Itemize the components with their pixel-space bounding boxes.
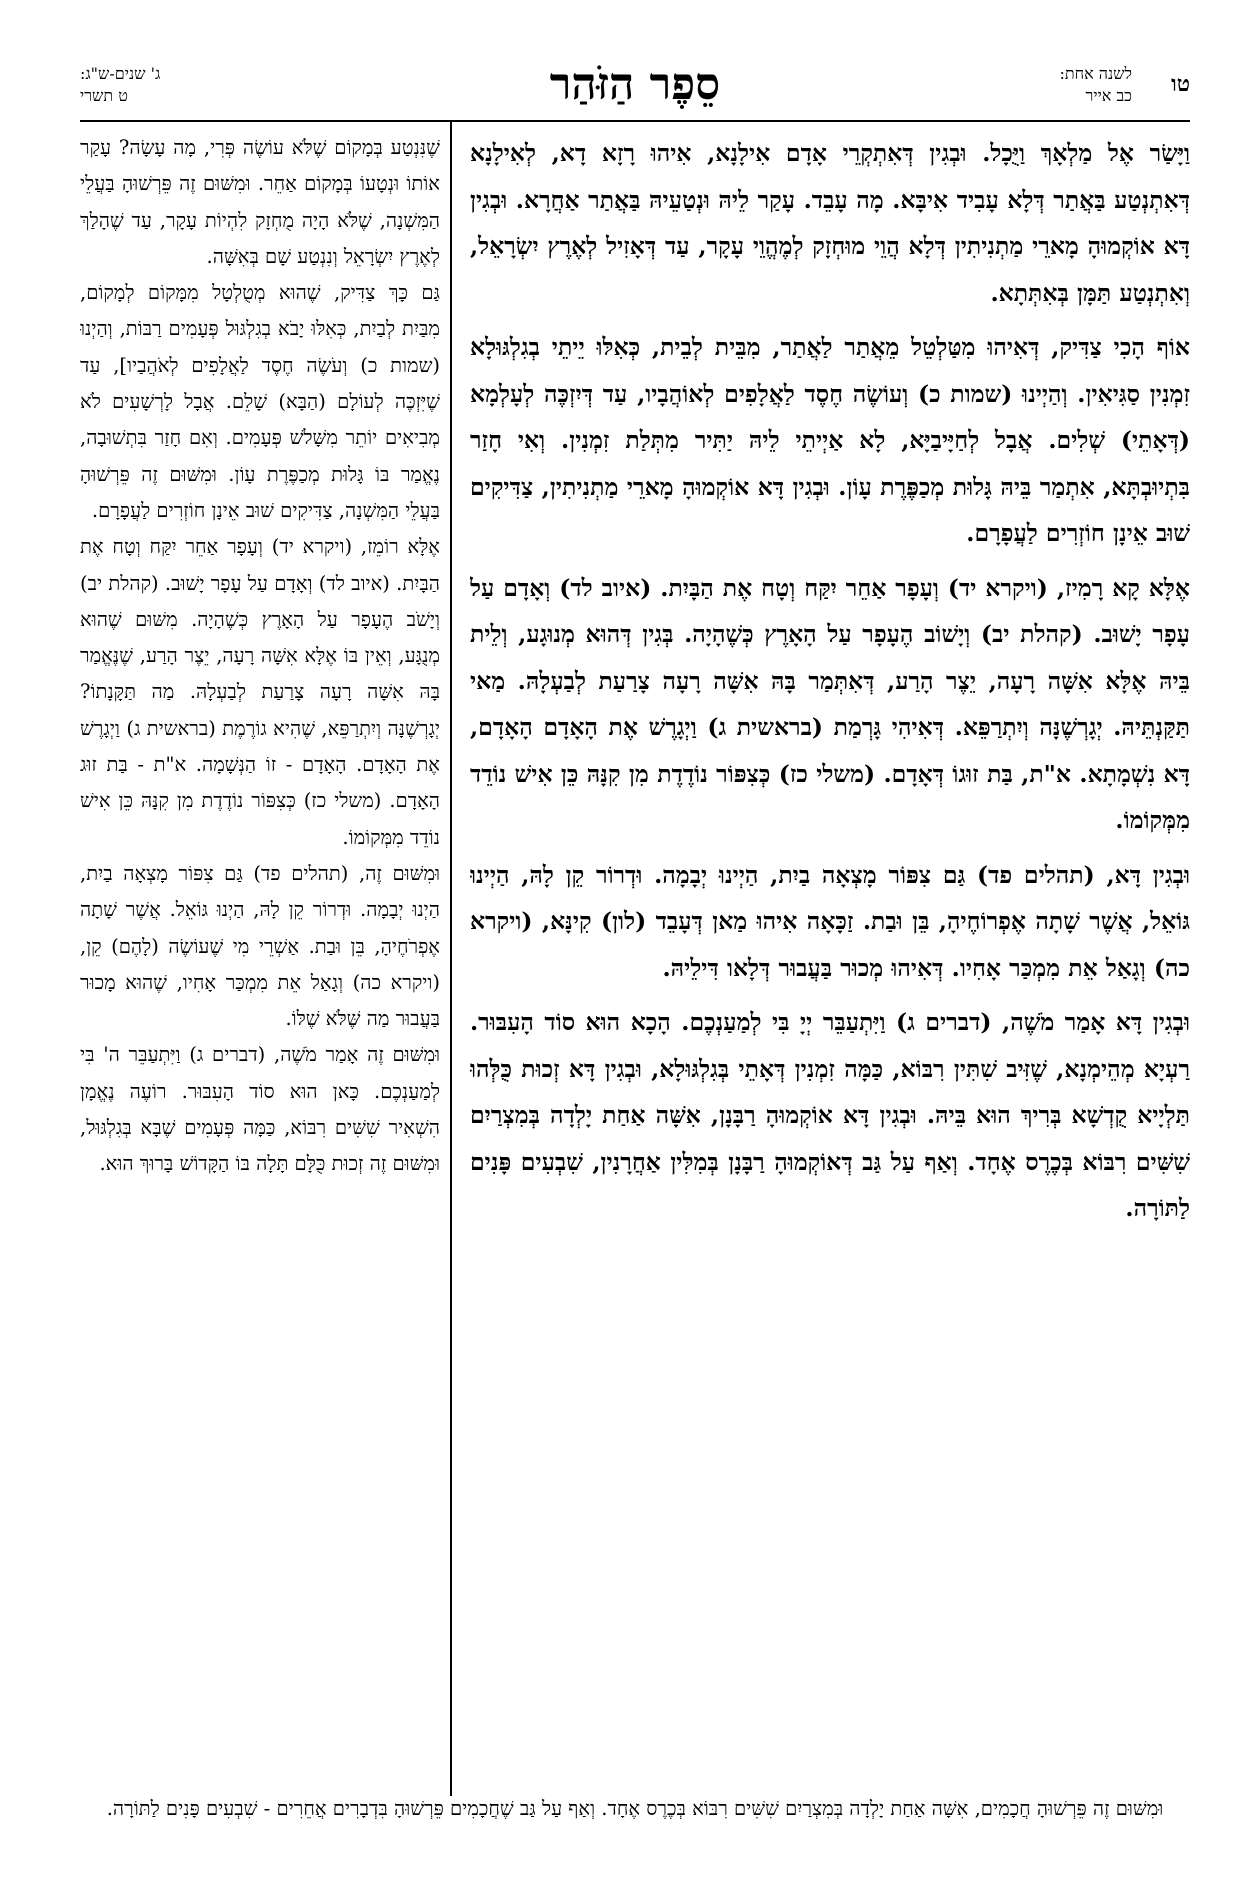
translation-paragraph: גַּם כָּךְ צַדִּיק, שֶׁהוּא מְטֻלְטָל מִמָּקוֹם לְמָקוֹם, מִבַּיִת לְבַיִת, כְּאִלּוּ יָבֹא בְגִלְגּוּל פְּעָמִים רַבּוֹת, וְהַיְנוּ (שמות כ) וְעֹשֶׂה חֶסֶד לַאֲלָפִים לְאֹהֲבַיו], עַד שֶׁיִּזְכֶּה לְעוֹלָם (הַבָּא) שָׁלֵם. אֲבָל לָרְשָׁעִים לֹא מְבִיאִים יוֹתֵר מִשָּׁלֹשׁ פְּעָמִים. וְאִם חָזַר בִּתְשׁוּבָה, נֶאֱמַר בּוֹ גָּלוּת מְכַפֶּרֶת עָוֹן. וּמִשּׁוּם זֶה פֵּרְשׁוּהָ בַּעֲלֵי הַמִּשְׁנָה, צַדִּיקִים שׁוּב אֵינָן חוֹזְרִים לַעֲפָרָם. bbox=[80, 281, 440, 522]
reading-date-three-years: ט תשרי bbox=[80, 86, 128, 105]
translation-continuation: וּמִשּׁוּם זֶה פֵּרְשׁוּהָ חֲכָמִים, אִשָּׁה אַחַת יָלְדָה בְּמִצְרַיִם שִׁשִּׁים רִבּוֹא בְּכֶרֶס אֶחָד. וְאַף עַל גַּב שֶׁחֲכָמִים פֵּרְשׁוּהָ בִּדְבָרִים אֲחֵרִים - שִׁבְעִים פָּנִים לַתּוֹרָה. bbox=[106, 1797, 1164, 1820]
translation-paragraph: שֶׁנִּנְטַע בְּמָקוֹם שֶׁלֹּא עוֹשֶׂה פְּרִי, מָה עָשָׂה? עָקַר אוֹתוֹ וּנְטָעוֹ בְּמָקוֹם אַחֵר. וּמִשּׁוּם זֶה פֵּרְשׁוּהָ בַּעֲלֵי הַמִּשְׁנָה, שֶׁלֹּא הָיָה מֻחְזָק לִהְיוֹת עָקָר, עַד שֶׁהָלַךְ לְאֶרֶץ יִשְׂרָאֵל וְנִנְטַע שָׁם בְּאִשָּׁה. bbox=[80, 136, 440, 268]
page-header bbox=[80, 56, 1190, 122]
aramaic-paragraph: וַיָּשַׂר אֶל מַלְאָךְ וַיֻּכָל. וּבְגִין דְּאִתְקְרֵי אָדָם אִילָנָא, אִיהוּ רָזָא דָא, לְאִילָנָא דְּאִתְנְטַע בַּאֲתַר דְּלָא עָבִיד אִיבָּא. מָה עָבֵד. עָקַר לֵיהּ וּנְטַעֵיהּ בַּאֲתַר אַחֲרָא. וּבְגִין דָּא אוֹקְמוּהָ מָארֵי מַתְנִיתִין דְּלָא הֲוֵי מוּחְזָק לְמֶהֱוֵי עָקָר, עַד דְּאָזִיל לְאֶרֶץ יִשְׂרָאֵל, וְאִתְנְטַע תַּמָּן בְּאִתְּתָא. bbox=[470, 139, 1190, 307]
reading-date-one-year: כב אייר bbox=[1085, 86, 1132, 105]
aramaic-text-column bbox=[470, 130, 1190, 1780]
aramaic-paragraph: אֶלָּא קָא רָמִיז, (ויקרא יד) וְעָפָר אַחֵר יִקַּח וְטָח אֶת הַבָּיִת. (איוב לד) וְאָדָם עַל עָפָר יָשׁוּב. (קהלת יב) וְיָשׁוֹב הֶעָפָר עַל הָאָרֶץ כְּשֶׁהָיָה. בְּגִין דְּהוּא מְנוּגָע, וְלֵית בֵּיהּ אֶלָּא אִשָּׁה רָעָה, יֵצֶר הָרַע, דְּאִתְּמַר בָּהּ אִשָּׁה רָעָה צָרַעַת לְבַעְלָהּ. מַאי תַּקַּנְתֵּיהּ. יְגָרְשֶׁנָּה וְיִתְרַפֵּא. דְּאִיהִי גָּרְמַת (בראשית ג) וַיְגָרֶשׁ אֶת הָאָדָם הָאָדָם, דָּא נִשְׁמָתָא. א"ת, בַּת זוּגוֹ דְּאָדָם. (משלי כז) כְּצִפּוֹר נוֹדֶדֶת מִן קִנָּהּ כֵּן אִישׁ נוֹדֵד מִמְּקוֹמוֹ. bbox=[470, 573, 1190, 834]
aramaic-paragraph: וּבְגִין דָּא אָמַר מֹשֶׁה, (דברים ג) וַיִּתְעַבֵּר יְיָ בִּי לְמַעַנְכֶם. הָכָא הוּא סוֹד הָעִבּוּר. רַעְיָא מְהֵימְנָא, שֶׁזִּיב שִׁתִּין רִבּוֹא, כַּמָּה זִמְנִין דְּאָתֵי בְּגִלְגּוּלָא, וּבְגִין דָּא זְכוּת כֻּלְּהוּ תַּלְיָיא קֻדְשָׁא בְּרִיךְ הוּא בֵּיהּ. וּבְגִין דָּא אוֹקְמוּהָ רַבָּנָן, אִשָּׁה אַחַת יָלְדָה בְּמִצְרַיִם שִׁשִּׁים רִבּוֹא בְּכֶרֶס אֶחָד. וְאַף עַל גַּב דְּאוֹקְמוּהָ רַבָּנָן בְּמִלִּין אַחֲרָנִין, שִׁבְעִים פָּנִים לַתּוֹרָה. bbox=[470, 1008, 1190, 1222]
aramaic-paragraph: וּבְגִין דָּא, (תהלים פד) גַּם צִפּוֹר מָצְאָה בַיִת, הַיְינוּ יְבָמָה. וּדְרוֹר קֵן לָהּ, הַיְינוּ גּוֹאֵל, אֲשֶׁר שָׁתָה אֶפְרוֹחֶיהָ, בֵּן וּבַת. זַכָּאָה אִיהוּ מַאן דְּעָבֵד (לון) קִינָּא, (ויקרא כה) וְגָאַל אֵת מִמְכַּר אָחִיו. דְּאִיהוּ מְכוּר בַּעֲבוּר דְּלָאו דִּילֵיהּ. bbox=[470, 860, 1190, 982]
reading-schedule-one-year: לשנה אחת: bbox=[1059, 64, 1132, 83]
hebrew-translation-column bbox=[80, 130, 440, 1780]
translation-paragraph: אֶלָּא רוֹמֵז, (ויקרא יד) וְעָפָר אַחֵר יִקַּח וְטָח אֶת הַבָּיִת. (איוב לד) וְאָדָם עַל עָפָר יָשׁוּב. (קהלת יב) וְיָשֹׁב הֶעָפָר עַל הָאָרֶץ כְּשֶׁהָיָה. מִשּׁוּם שֶׁהוּא מְנֻגָּע, וְאֵין בּוֹ אֶלָּא אִשָּׁה רָעָה, יֵצֶר הָרַע, שֶׁנֶּאֱמַר בָּהּ אִשָּׁה רָעָה צָרַעַת לְבַעְלָהּ. מַה תַּקָּנָתוֹ? יְגָרְשֶׁנָּה וְיִתְרַפֵּא, שֶׁהִיא גוֹרֶמֶת (בראשית ג) וַיְגָרֶשׁ אֶת הָאָדָם. הָאָדָם - זוֹ הַנְּשָׁמָה. א"ת - בַּת זוּג הָאָדָם. (משלי כז) כְּצִפּוֹר נוֹדֶדֶת מִן קִנָּהּ כֵּן אִישׁ נוֹדֵד מִמְּקוֹמוֹ. bbox=[80, 535, 440, 849]
column-divider bbox=[450, 122, 452, 1796]
page-number: טו bbox=[1171, 71, 1190, 97]
header-rule bbox=[80, 120, 1190, 122]
aramaic-paragraph: אוֹף הָכִי צַדִּיק, דְּאִיהוּ מִטַּלְטֵל מֵאֲתַר לַאֲתַר, מִבֵּית לְבֵית, כְּאִלּוּ יֵיתֵי בְגִלְגּוּלָא זִמְנִין סַגִּיאִין. וְהַיְינוּ (שמות כ) וְעוֹשֶׂה חֶסֶד לַאֲלָפִים לְאוֹהֲבָיו, עַד דְּיִזְכֶּה לְעָלְמָא (דְּאָתֵי) שְׁלִים. אֲבָל לְחַיָּיבַיָּא, לָא אַיְיתֵי לֵיהּ יַתִּיר מִתְּלַת זִמְנִין. וְאִי חָזַר בִּתְיוּבְתָּא, אִתְמַר בֵּיהּ גָּלוּת מְכַפֶּרֶת עָוֹן. וּבְגִין דָּא אוֹקְמוּהָ מָארֵי מַתְנִיתִין, צַדִּיקִים שׁוּב אֵינָן חוֹזְרִים לַעֲפָרָם. bbox=[470, 333, 1190, 547]
book-title: סֵפֶר הַזֹּהַר bbox=[549, 59, 721, 110]
translation-paragraph: וּמִשּׁוּם זֶה, (תהלים פד) גַּם צִפּוֹר מָצְאָה בַיִת, הַיְנוּ יְבָמָה. וּדְרוֹר קֵן לָהּ, הַיְנוּ גּוֹאֵל. אֲשֶׁר שָׁתָה אֶפְרֹחֶיהָ, בֵּן וּבַת. אַשְׁרֵי מִי שֶׁעוֹשֶׂה (לָהֶם) קֵן, (ויקרא כה) וְגָאַל אֵת מִמְכַּר אָחִיו, שֶׁהוּא מָכוּר בַּעֲבוּר מַה שֶּׁלֹּא שֶׁלּוֹ. bbox=[80, 861, 440, 1031]
reading-schedule-three-years: ג' שנים-ש"ג: bbox=[80, 64, 161, 83]
book-page bbox=[80, 56, 1190, 1846]
translation-paragraph: וּמִשּׁוּם זֶה אָמַר מֹשֶׁה, (דברים ג) וַיִּתְעַבֵּר ה' בִּי לְמַעַנְכֶם. כָּאן הוּא סוֹד הָעִבּוּר. רוֹעֶה נֶאֱמָן הִשְׁאִיר שִׁשִּׁים רִבּוֹא, כַּמָּה פְּעָמִים שֶׁבָּא בְּגִלְגּוּל, וּמִשּׁוּם זֶה זְכוּת כֻּלָּם תָּלָה בּוֹ הַקָּדוֹשׁ בָּרוּךְ הוּא. bbox=[80, 1043, 440, 1176]
